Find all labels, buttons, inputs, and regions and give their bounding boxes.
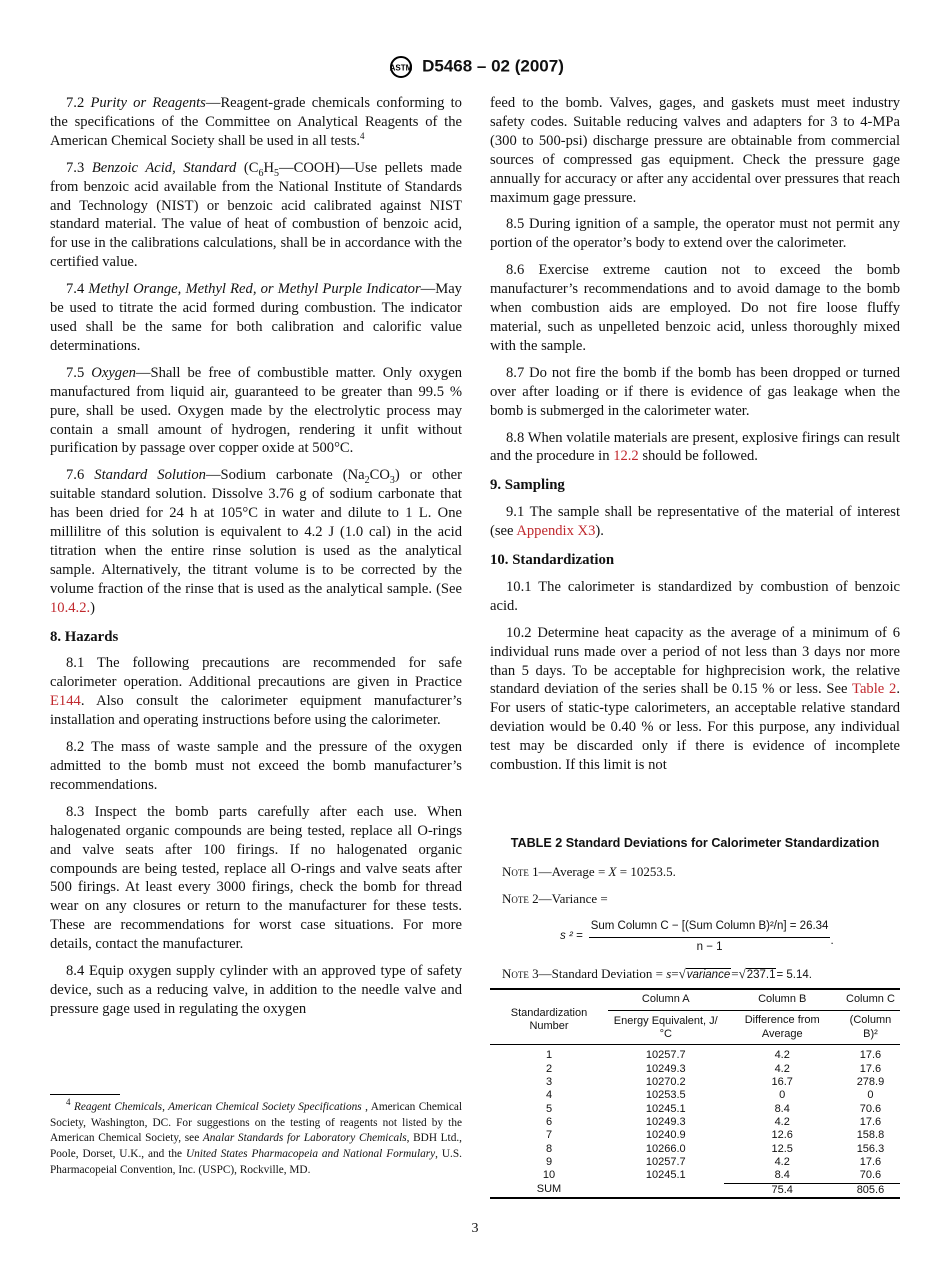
run-number: 1: [545, 1049, 553, 1062]
energy-equivalent: 10245.1: [645, 1169, 686, 1182]
section-8-1: 8.1 The following precautions are recommended for safe calorimeter operation. Additional precautions are given in Practice E144. Also consult the calorimeter equipment manufacturer’s installation and operating instructions before using the calorimeter.: [50, 655, 462, 729]
footnote-divider: [50, 1094, 120, 1095]
difference-squared: 70.6: [859, 1102, 882, 1115]
run-number: 5: [545, 1102, 553, 1115]
subheader-difference: Difference from Average: [744, 1014, 820, 1040]
header-column-a: Column A: [608, 989, 724, 1010]
section-8-2: 8.2 The mass of waste sample and the pressure of the oxygen admitted to the bomb must not exceed the bomb manufacturer’s recommendations.: [50, 739, 462, 793]
section-7-4: 7.4 Methyl Orange, Methyl Red, or Methyl Purple Indicator—May be used to titrate the acid formed during combustion. The indicator used shall be the same for both calibration and calorific value determinations.: [50, 281, 462, 354]
table-row: [490, 1076, 900, 1089]
link-table-2[interactable]: Table 2: [852, 681, 897, 698]
section-heading-sampling: 9. Sampling: [490, 477, 565, 494]
link-appendix-x3[interactable]: Appendix X3: [516, 523, 596, 540]
run-number: 6: [545, 1116, 553, 1129]
document-designation: D5468 – 02 (2007): [422, 56, 564, 76]
section-7-6: 7.6 Standard Solution—Sodium carbonate $(Na_2CO_3)$ or other suitable standard solution. Dissolve 3.76 g of sodium carbonate that has been dried for 24 h at 105°C in water and dilute to 1 L. One millilitre of this solution is equivalent to 4.2 J (1.0 cal) in the acid titration when the entire rinse solution is used as the analytical sample. Alternatively, the titrant volume is to be corrected by the volume fraction of the rinse that is used as the analytical sample. (See 10.4.2.): [50, 467, 462, 616]
difference-squared: 70.6: [859, 1169, 882, 1182]
energy-equivalent: 10245.1: [645, 1102, 686, 1115]
energy-equivalent: 10249.3: [645, 1062, 686, 1075]
section-8-4-continued: feed to the bomb. Valves, gages, and gaskets must meet industry safety codes. Suitable reducing valves and adapters for 3 to 4-MPa (300 to 500-psi) discharge pressure are obtainable from commercial sources of compressed gas equipment. Check the pressure gage annually for accuracy or after any accidental over pressures that reach maximum gage pressure.: [490, 95, 900, 206]
run-number: 4: [545, 1089, 553, 1102]
link-e144[interactable]: E144: [50, 693, 81, 710]
section-8-4: 8.4 Equip oxygen supply cylinder with an approved type of safety device, such as a reducing valve, in addition to the needle valve and pressure gage used in regulating the oxygen: [50, 963, 462, 1017]
table-2: [490, 834, 900, 1199]
difference-squared: 0: [867, 1089, 874, 1102]
energy-equivalent: 10270.2: [645, 1076, 686, 1089]
footnote-ref: 4: [360, 130, 365, 141]
right-column: [490, 94, 900, 783]
table-row: [490, 1129, 900, 1142]
energy-equivalent: 10253.5: [645, 1089, 686, 1102]
energy-equivalent: 10249.3: [645, 1116, 686, 1129]
table-row: [490, 1169, 900, 1183]
run-number: 10: [542, 1169, 556, 1182]
variance-formula: s ² = $\frac{\text{Sum Column C − [(Sum Column B)²/n] = 26.34}}{n - 1}$ .: [560, 917, 900, 957]
sum-row: SUM 75.4 805.6: [490, 1183, 900, 1198]
astm-logo-icon: [386, 56, 416, 78]
difference-squared: 17.6: [859, 1062, 882, 1075]
table-note-3: Note 3—Standard Deviation = s=√variance=√237.1= 5.14.: [502, 965, 812, 981]
difference: 16.7: [771, 1076, 793, 1089]
run-number: 2: [545, 1062, 553, 1075]
table-note-1: Note 1—Average = X = 10253.5.: [502, 863, 676, 879]
svg-text:ASTM: ASTM: [389, 63, 413, 73]
energy-equivalent: 10257.7: [645, 1155, 686, 1168]
difference: 12.6: [771, 1129, 793, 1142]
difference: 8.4: [774, 1169, 790, 1182]
section-heading-hazards: 8. Hazards: [50, 628, 119, 645]
section-10-1: 10.1 The calorimeter is standardized by combustion of benzoic acid.: [490, 578, 900, 614]
difference: 8.4: [774, 1102, 790, 1115]
difference-squared: 278.9: [856, 1076, 885, 1089]
difference-squared: 17.6: [859, 1155, 882, 1168]
difference-squared: 158.8: [856, 1129, 885, 1142]
header-standardization-number: Standardization Number: [510, 1007, 588, 1033]
subheader-energy-equivalent: Energy Equivalent, J/°C: [613, 1014, 718, 1041]
link-12-2[interactable]: 12.2: [613, 448, 639, 465]
section-8-8: 8.8 When volatile materials are present, explosive firings can result and the procedure in 12.2 should be followed.: [490, 429, 900, 465]
section-8-7: 8.7 Do not fire the bomb if the bomb has been dropped or turned over after loading or if there is evidence of gas leakage when the bomb is submerged in the calorimeter water.: [490, 364, 900, 419]
energy-equivalent: 10257.7: [645, 1049, 686, 1062]
difference-squared: 17.6: [859, 1049, 882, 1062]
table-row: [490, 1063, 900, 1076]
table-row: [490, 1156, 900, 1169]
difference: 4.2: [774, 1155, 790, 1168]
footnote: $^4$ Reagent Chemicals, American Chemical Society Specifications , American Chemical Society, Washington, DC. For suggestions on the testing of reagents not listed by the American Chemical Society, see Analar Standards for Laboratory Chemicals, BDH Ltd., Poole, Dorset, U.K., and the United States Pharmacopeia and National Formulary, U.S. Pharmacopeial Convention, Inc. (USPC), Rockville, MD.: [50, 1097, 462, 1176]
energy-equivalent: 10240.9: [645, 1129, 686, 1142]
table-row: [490, 1045, 900, 1063]
left-column: [50, 94, 462, 1027]
standardization-table: [490, 988, 900, 1198]
run-number: 8: [545, 1142, 553, 1155]
section-heading-standardization: 10. Standardization: [490, 552, 615, 569]
energy-equivalent: 10266.0: [645, 1142, 686, 1155]
run-number: 7: [545, 1129, 553, 1142]
table-row: [490, 1089, 900, 1102]
table-row: [490, 1103, 900, 1116]
section-7-2: 7.2 Purity or Reagents—Reagent-grade chemicals conforming to the specifications of the Committee on Analytical Reagents of the American Chemical Society shall be used in all tests.$^4$: [50, 95, 462, 149]
header-column-c: Column C: [841, 989, 900, 1010]
difference-squared: 17.6: [859, 1116, 882, 1129]
difference: 4.2: [774, 1049, 790, 1062]
page-header: [0, 56, 950, 78]
run-number: 3: [545, 1076, 553, 1089]
link-10-4-2[interactable]: 10.4.2.: [50, 599, 91, 616]
difference: 4.2: [774, 1116, 790, 1129]
difference: 4.2: [774, 1062, 790, 1075]
difference: 0: [779, 1089, 786, 1102]
section-7-3: 7.3 Benzoic Acid, Standard $(C_6H_5—COOH)—Use$ pellets made from benzoic acid available from the National Institute of Standards and Technology (NIST) or benzoic acid calibrated against NIST standard material. The value of heat of combustion of benzoic acid, for use in the calibrations calculations, shall be in accordance with the certified value.: [50, 159, 462, 271]
run-number: 9: [545, 1155, 553, 1168]
section-7-5: 7.5 Oxygen—Shall be free of combustible matter. Only oxygen manufactured from liquid air, guaranteed to be greater than 99.5 % pure, shall be used. Oxygen made by the electrolytic process may contain a small amount of hydrogen, rendering it unfit without purification by passage over copper oxide at 500°C.: [50, 364, 462, 457]
page-number: 3: [471, 1221, 479, 1236]
section-8-3: 8.3 Inspect the bomb parts carefully after each use. When halogenated organic compounds are being tested, replace all O-rings and valve seats after 100 firings. If no halogenated organic compounds are being tested, replace all O-rings and valve seats after 500 firings. At least every 3000 firings, check the bomb for thread wear on any closures or return to the manufacturer for these tests. These are recommendations for worst case situations. For more details, contact the manufacturer.: [50, 803, 462, 953]
section-8-5: 8.5 During ignition of a sample, the operator must not permit any portion of the operator’s body to extend over the calorimeter.: [490, 216, 900, 252]
table-row: [490, 1143, 900, 1156]
header-column-b: Column B: [724, 989, 841, 1010]
section-8-6: 8.6 Exercise extreme caution not to exceed the bomb manufacturer’s recommendations and to avoid damage to the bomb when combustion aids are employed. Do not fire loose fluffy material, such as unpelleted benzoic acid, unless thoroughly mixed with the sample.: [490, 262, 900, 354]
difference-squared: 156.3: [856, 1142, 885, 1155]
section-10-2: 10.2 Determine heat capacity as the average of a minimum of 6 individual runs made over a period of not less than 3 days nor more than 5 days. To be acceptable for highprecision work, the relative standard deviation of the series shall be 0.15 % or less. See Table 2. For users of static-type calorimeters, an acceptable relative standard deviation would be 0.40 % or less. For this purpose, any individual test may be discarded only if there is evidence of incomplete combustion. If this limit is not: [490, 624, 900, 774]
difference: 12.5: [771, 1142, 793, 1155]
table-note-2: Note 2—Variance =: [502, 890, 608, 906]
section-9-1: 9.1 The sample shall be representative of the material of interest (see Appendix X3).: [490, 504, 900, 540]
subheader-column-b-squared: (Column B)²: [849, 1014, 892, 1040]
table-title: TABLE 2 Standard Deviations for Calorimeter Standardization: [510, 836, 880, 850]
table-row: [490, 1116, 900, 1129]
